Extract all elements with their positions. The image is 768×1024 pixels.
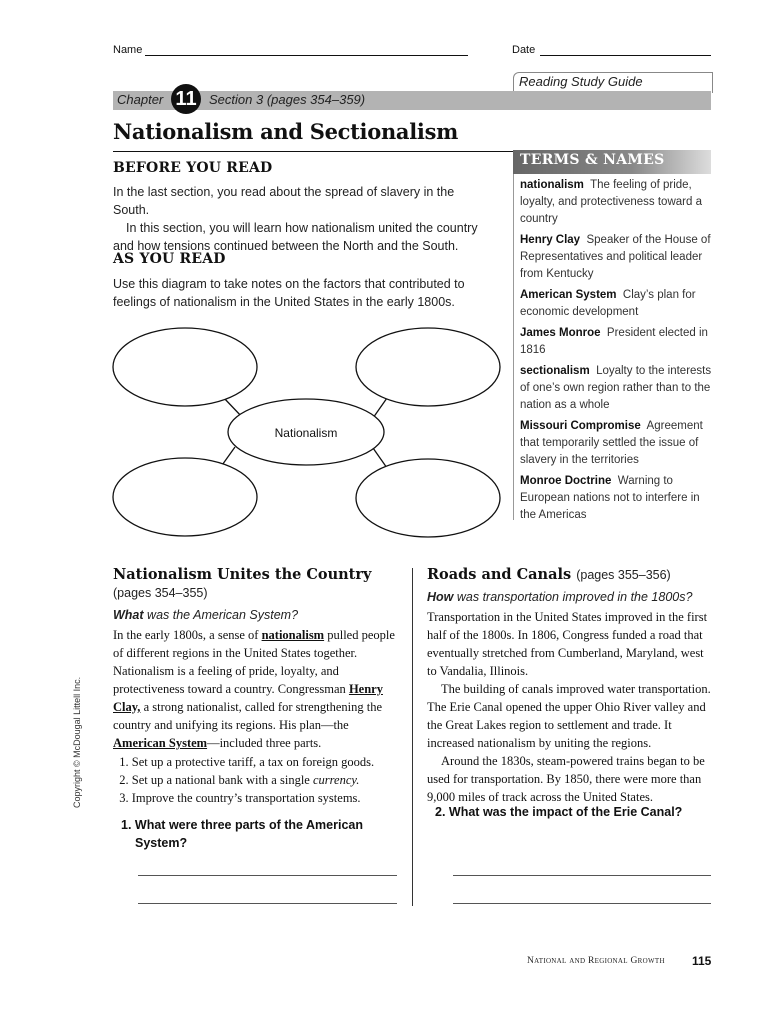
american-system-list: [113, 753, 403, 807]
answer-line-1a[interactable]: [138, 875, 397, 876]
section-label: Section 3 (pages 354–359): [209, 92, 366, 107]
question-1: [121, 816, 391, 852]
term-link-american-system: American System: [113, 736, 208, 750]
nationalism-section-heading: Nationalism Unites the Country: [113, 566, 372, 583]
roads-section-pages: (pages 355–356): [576, 568, 671, 582]
as-you-read-text: Use this diagram to take notes on the factors that contributed to feelings of nationalism in the United States in the early 1800s.: [113, 277, 465, 309]
roads-paragraph-3: Around the 1830s, steam-powered trains began to be used for transportation. By 1850, there were more than 9,000 miles of track across the United States.: [427, 754, 705, 804]
term-item: [520, 177, 712, 228]
list-item: [113, 789, 403, 807]
nationalism-body-text: [113, 626, 395, 752]
as-you-read-heading: AS YOU READ: [113, 251, 226, 267]
note-oval-top-left[interactable]: [113, 328, 257, 406]
term-item: [520, 232, 712, 283]
before-you-read-text: [113, 183, 493, 255]
roads-section-heading: [427, 566, 671, 583]
answer-line-2b[interactable]: [453, 903, 711, 904]
list-number: 1.: [119, 755, 129, 769]
body-text: In the early 1800s, a sense of: [113, 628, 259, 642]
term-link-henry-clay: Henry Clay,: [113, 682, 383, 714]
title-divider: [113, 151, 513, 152]
question-2: [435, 805, 682, 819]
roads-paragraph-2: The building of canals improved water transportation. The Erie Canal opened the upper Ohio River valley and the Great Lakes region to settlement and trade. It increased nationalism by uniting the regions.: [427, 682, 711, 750]
question-lead: What: [113, 608, 144, 622]
note-oval-top-right[interactable]: [356, 328, 500, 406]
connector-bottom-right: [373, 448, 387, 468]
chapter-bar: [113, 91, 711, 110]
body-text: a strong nationalist, called for strengthening the country and unifying its regions. His plan—the: [113, 700, 383, 732]
term-item: [520, 325, 712, 359]
term-definition: Clay’s plan for economic development: [520, 289, 696, 318]
term-item: [520, 418, 712, 469]
question-number: 1.: [121, 818, 132, 832]
term-name: Henry Clay: [520, 234, 581, 246]
roads-paragraph-1: Transportation in the United States improved in the first half of the 1800s. In 1806, Congress funded a road that eventually stretched from Cumberland, Maryland, west to Vandalia, Illinois.: [427, 610, 708, 678]
nationalism-guide-question: [113, 608, 298, 622]
roads-guide-question: [427, 590, 692, 604]
question-rest: was the American System?: [147, 608, 299, 622]
terms-divider: [513, 174, 514, 520]
list-text: Set up a national bank with a single: [131, 773, 310, 787]
term-definition: Agreement that temporarily settled the issue of slavery in the territories: [520, 420, 703, 466]
page-title: Nationalism and Sectionalism: [113, 119, 459, 144]
term-item: [520, 473, 712, 524]
term-link-nationalism: nationalism: [261, 628, 325, 642]
roads-heading-text: Roads and Canals: [427, 566, 572, 583]
date-label: Date: [512, 44, 536, 56]
question-number: 2.: [435, 805, 446, 819]
name-field[interactable]: [145, 55, 468, 56]
name-label: Name: [113, 44, 143, 56]
answer-line-1b[interactable]: [138, 903, 397, 904]
nationalism-section-pages: (pages 354–355): [113, 586, 208, 600]
note-oval-bottom-left[interactable]: [113, 458, 257, 536]
term-item: [520, 287, 712, 321]
chapter-number-badge: 11: [171, 84, 201, 114]
column-divider: [412, 568, 413, 906]
term-name: James Monroe: [520, 327, 601, 339]
term-definition: President elected in 1816: [520, 327, 708, 356]
term-definition: Speaker of the House of Representatives and political leader from Kentucky: [520, 234, 711, 280]
copyright-notice: Copyright © McDougal Littell Inc.: [72, 676, 82, 808]
list-number: 3.: [119, 791, 129, 805]
term-name: Monroe Doctrine: [520, 475, 612, 487]
term-name: sectionalism: [520, 365, 590, 377]
question-rest: was transportation improved in the 1800s?: [456, 590, 693, 604]
question-text: What was the impact of the Erie Canal?: [448, 805, 683, 819]
list-number: 2.: [119, 773, 129, 787]
chapter-label: Chapter: [117, 92, 164, 107]
before-you-read-heading: BEFORE YOU READ: [113, 160, 273, 176]
nationalism-web-diagram: [105, 320, 505, 545]
question-text: What were three parts of the American System?: [134, 818, 363, 850]
term-item: [520, 363, 712, 414]
list-text: Set up a protective tariff, a tax on foreign goods.: [131, 755, 375, 769]
note-oval-bottom-right[interactable]: [356, 459, 500, 537]
term-name: Missouri Compromise: [520, 420, 641, 432]
answer-line-2a[interactable]: [453, 875, 711, 876]
list-item: [113, 771, 403, 789]
reading-guide-label: Reading Study Guide: [519, 74, 643, 89]
footer-section-title: National and Regional Growth: [527, 956, 665, 966]
term-definition: The feeling of pride, loyalty, and protectiveness toward a country: [520, 179, 702, 225]
date-field[interactable]: [540, 55, 711, 56]
question-lead: How: [427, 590, 454, 604]
center-label: Nationalism: [274, 426, 338, 440]
page-number: 115: [692, 954, 712, 968]
connector-top-right: [373, 398, 387, 418]
term-name: American System: [520, 289, 617, 301]
list-italic-term: currency.: [312, 773, 360, 787]
list-item: [113, 753, 403, 771]
body-text: pulled people of different regions in the United States together. Nationalism is a feeling of pride, loyalty, and protectiveness toward a country. Congressman: [113, 628, 395, 696]
before-you-read-p1: In the last section, you read about the spread of slavery in the South.: [113, 185, 455, 217]
list-text: Improve the country’s transportation systems.: [131, 791, 361, 805]
terms-list: [520, 177, 712, 528]
before-you-read-p2: In this section, you will learn how nationalism united the country and how tensions continued between the North and the South.: [113, 221, 478, 253]
term-name: nationalism: [520, 179, 584, 191]
body-text: —included three parts.: [207, 736, 322, 750]
term-definition: Warning to European nations not to interfere in the Americas: [520, 475, 700, 521]
roads-body-text: [427, 608, 712, 806]
term-definition: Loyalty to the interests of one’s own region rather than to the nation as a whole: [520, 365, 712, 411]
terms-heading: TERMS & NAMES: [520, 152, 665, 168]
